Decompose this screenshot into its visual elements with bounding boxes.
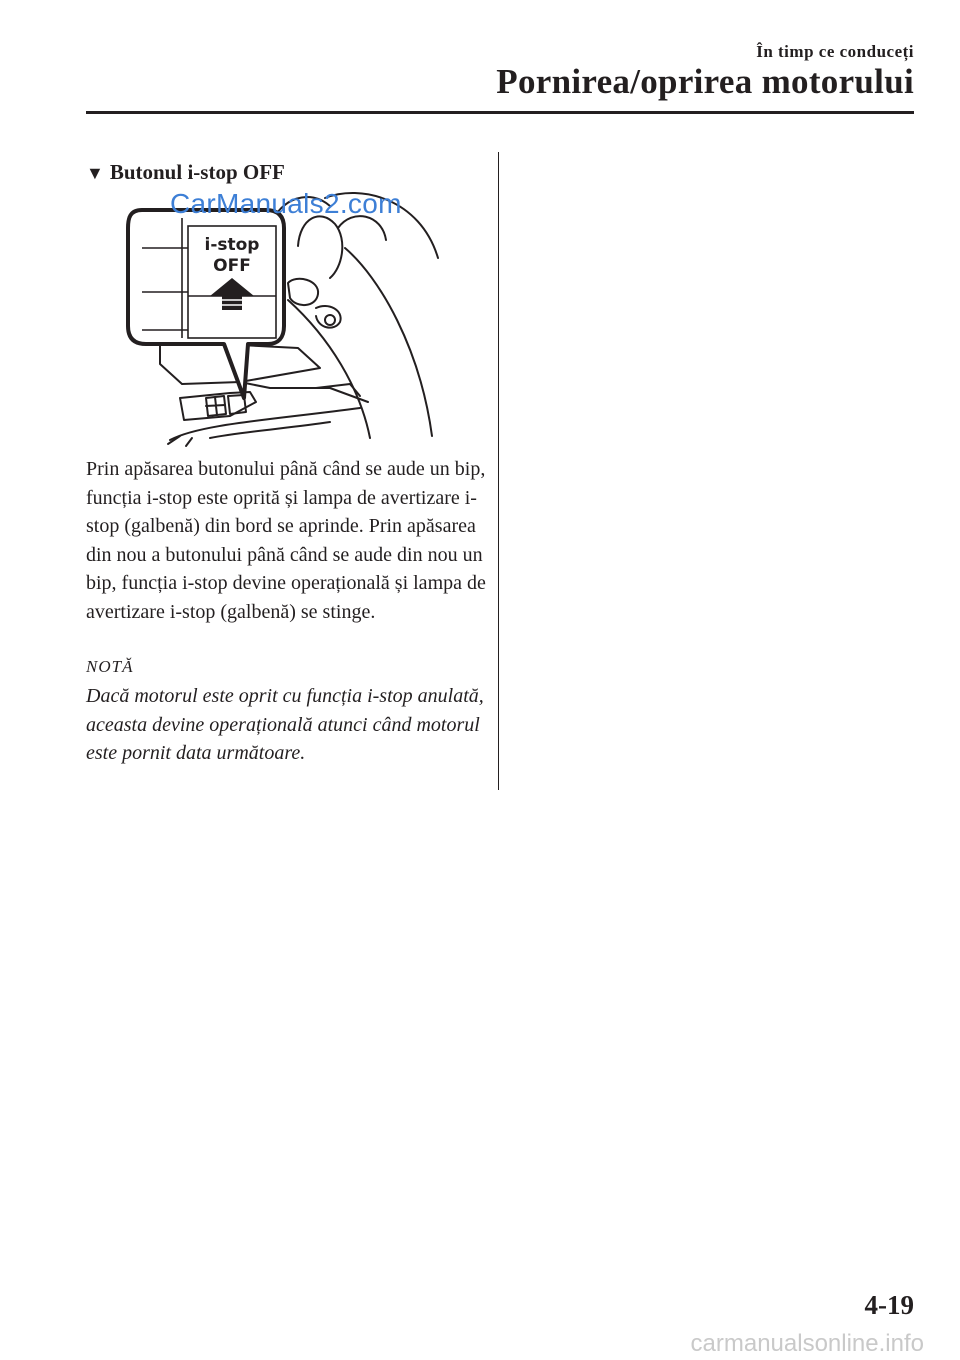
- button-label-line2: OFF: [213, 256, 251, 276]
- page-title: Pornirea/oprirea motorului: [496, 62, 914, 101]
- watermark-text: CarManuals2.com: [170, 188, 402, 219]
- button-label-line1: i-stop: [204, 235, 260, 255]
- triangle-marker-icon: ▼: [86, 163, 104, 183]
- section-heading: [86, 160, 285, 185]
- callout-balloon: [128, 210, 284, 398]
- istop-button-illustration: [120, 188, 440, 450]
- page-number: 4-19: [864, 1290, 914, 1320]
- body-paragraph: Prin apăsarea butonului până când se aude un bip, funcția i-stop este oprită și lampa de avertizare i-stop (galbenă) din bord se aprinde. Prin apăsarea din nou a butonului până când se aude din nou un bip, funcția i-stop devine operațională și lampa de avertizare i-stop (galbenă) se stinge.: [86, 458, 486, 623]
- footer-watermark: carmanualsonline.info: [690, 1330, 924, 1357]
- note-label: NOTĂ: [86, 657, 134, 676]
- column-divider: [498, 152, 499, 790]
- note-text: Dacă motorul este oprit cu funcția i-stop anulată, aceasta devine operațională atunci când motorul este pornit data următoare.: [86, 685, 484, 764]
- section-heading-text: Butonul i-stop OFF: [109, 160, 285, 184]
- header-section-label: În timp ce conduceți: [756, 42, 914, 61]
- header-rule: [86, 111, 914, 114]
